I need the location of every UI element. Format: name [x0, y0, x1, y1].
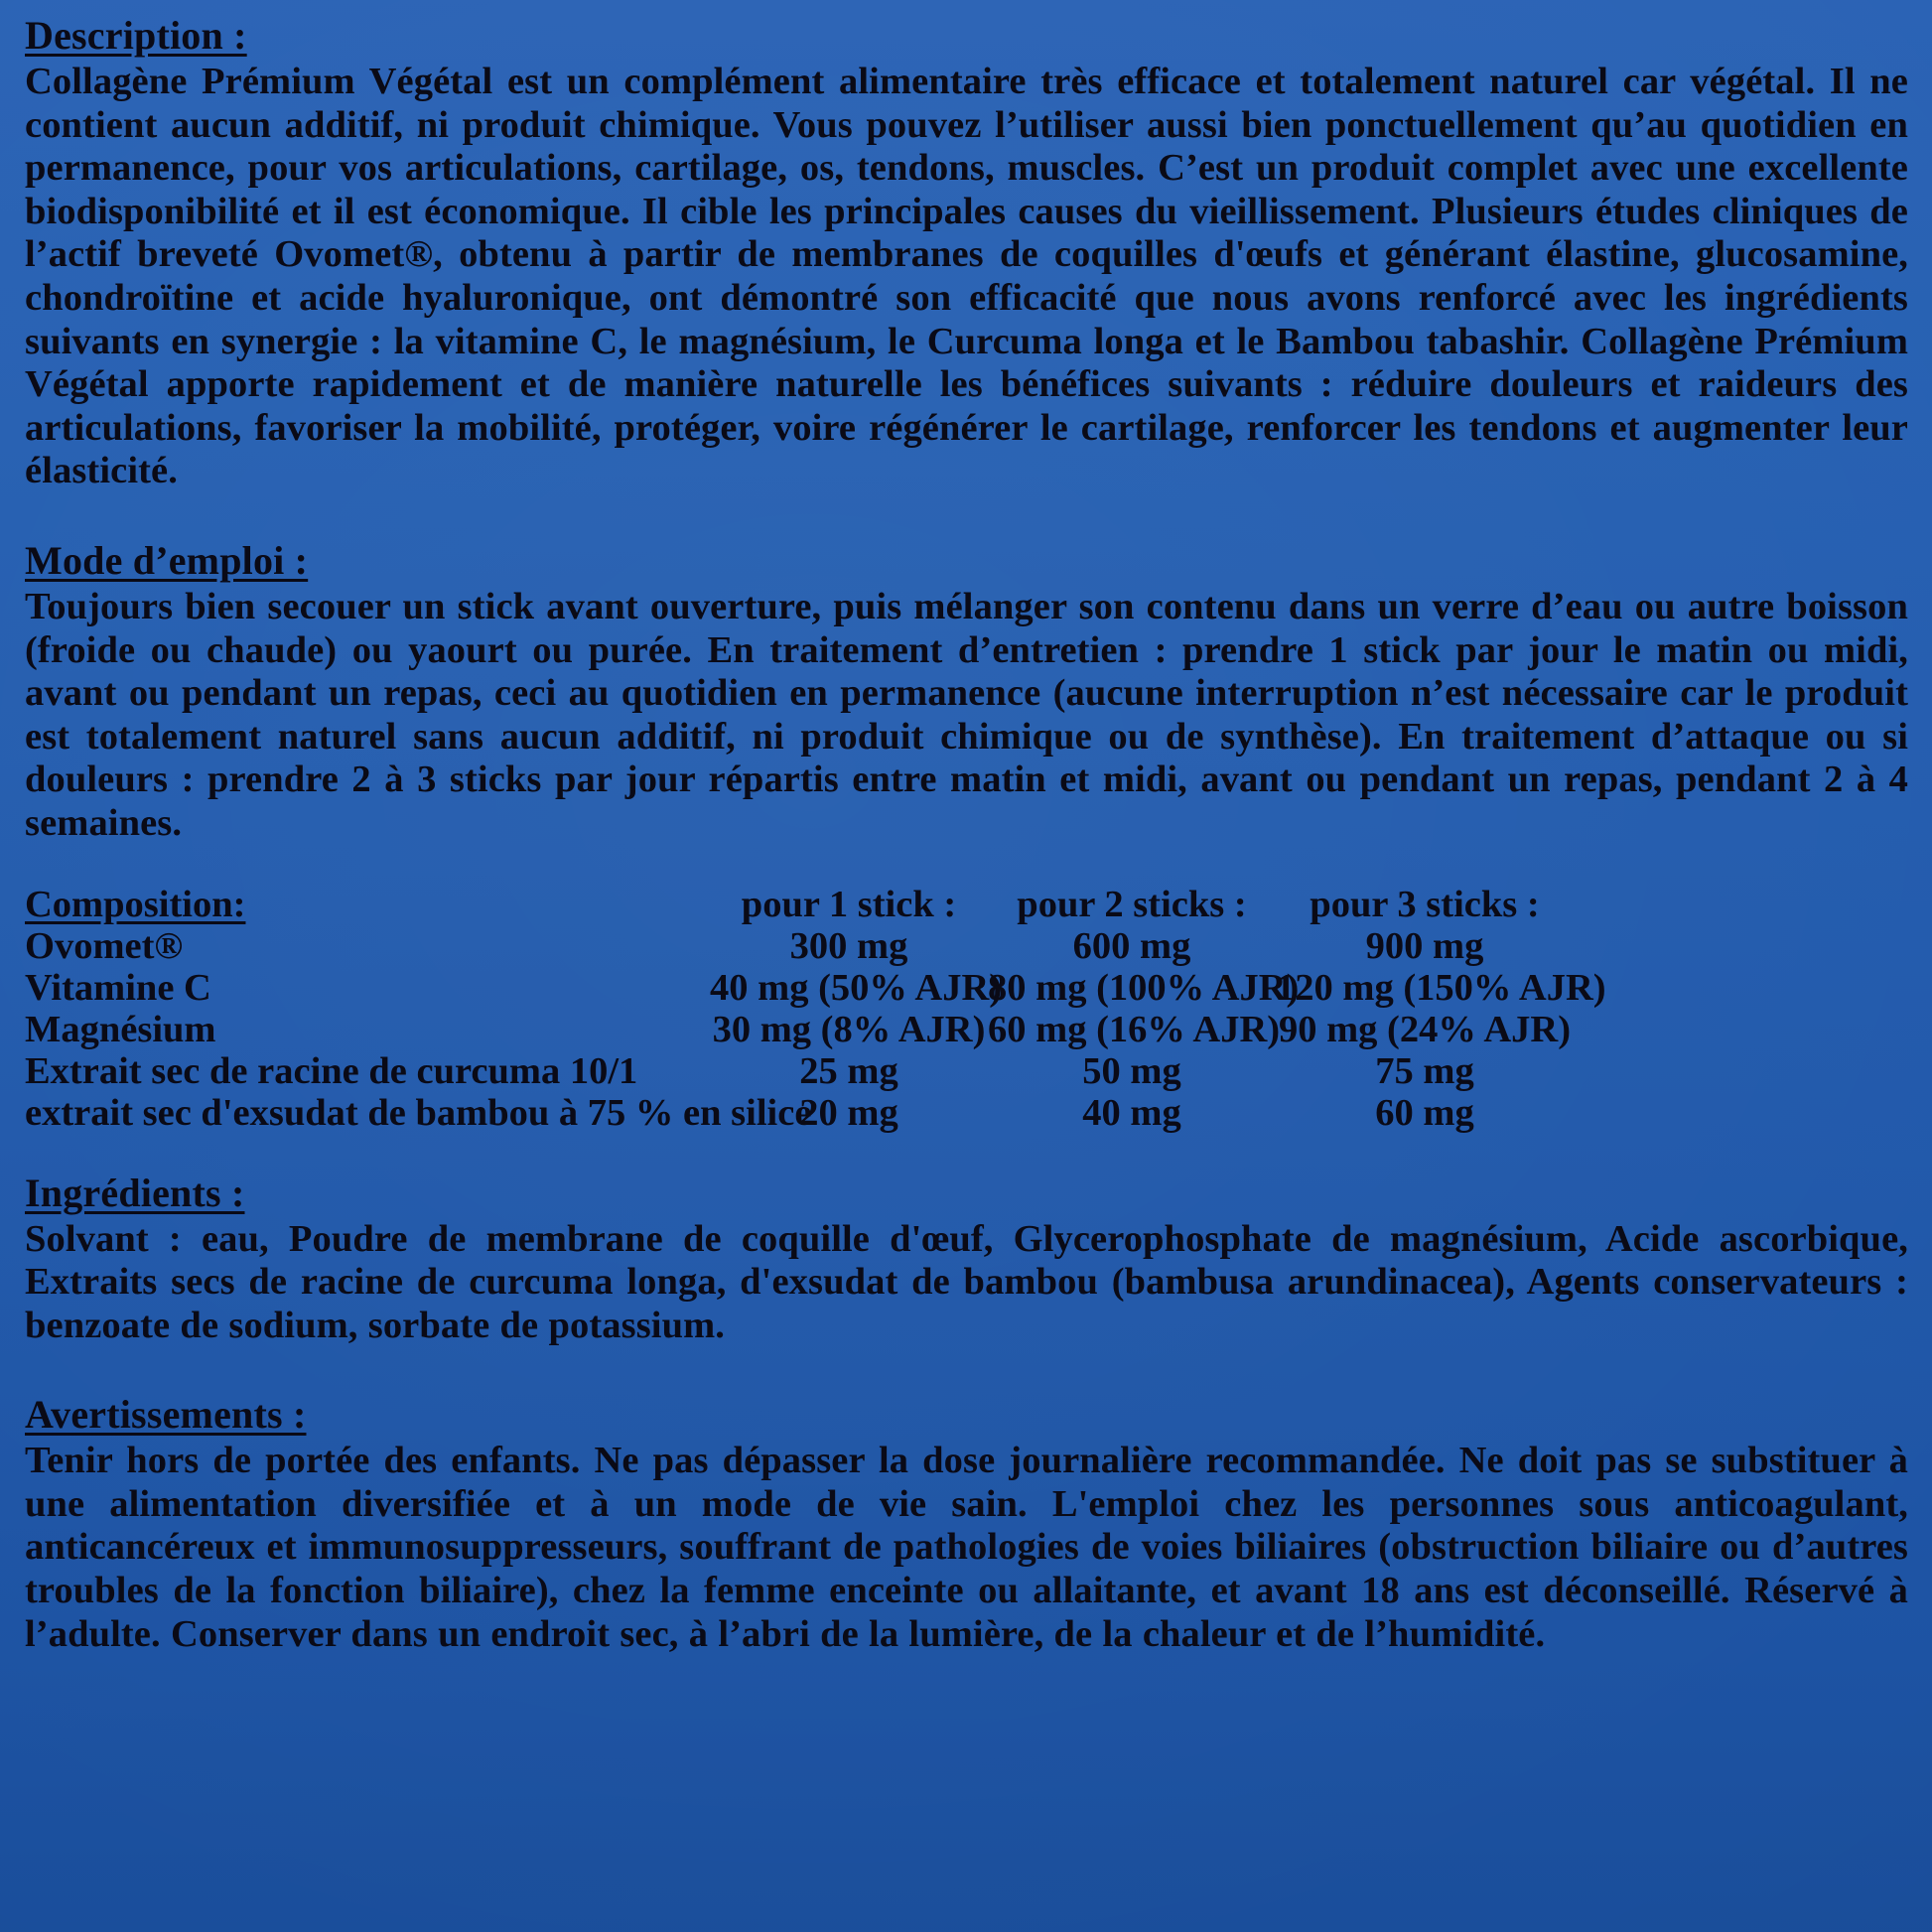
composition-row-value-3: 75 mg [1375, 1049, 1474, 1092]
composition-heading: Composition: [25, 883, 246, 925]
spacer-after-composition [25, 1134, 1908, 1172]
ingredients-body: Solvant : eau, Poudre de membrane de coquille d'œuf, Glycerophosphate de magnésium, Acide ascorbique, Extraits secs de racine de curcuma longa, d'exsudat de bambou (bambusa arundinacea), Agents conservateurs : benzoate de sodium, sorbate de potassium. [25, 1217, 1908, 1346]
section-avertissements [25, 1393, 1908, 1656]
composition-row-value-2: 40 mg [1082, 1091, 1181, 1134]
section-composition [25, 884, 1908, 1134]
section-ingredients [25, 1172, 1908, 1348]
table-row [25, 925, 1574, 967]
composition-row-label: extrait sec d'exsudat de bambou à 75 % en silice [25, 1091, 812, 1134]
avertissements-heading: Avertissements : [25, 1392, 307, 1438]
composition-row-label: Magnésium [25, 1008, 216, 1050]
composition-row-value-1: 25 mg [799, 1049, 898, 1092]
section-description [25, 14, 1908, 493]
composition-column-header-2: pour 2 sticks : [1017, 883, 1247, 925]
composition-row-value-1: 40 mg (50% AJR) [710, 966, 1003, 1009]
table-row [25, 1009, 1574, 1050]
mode-emploi-body: Toujours bien secouer un stick avant ouverture, puis mélanger son contenu dans un verre d’eau ou autre boisson (froide ou chaude) ou yaourt ou purée. En traitement d’entretien : prendre 1 stick par jour le matin ou midi, avant ou pendant un repas, ceci au quotidien en permanence (aucune interruption n’est nécessaire car le produit est totalement naturel sans aucun additif, ni produit chimique ou de synthèse). En traitement d’attaque ou si douleurs : prendre 2 à 3 sticks par jour répartis entre matin et midi, avant ou pendant un repas, pendant 2 à 4 semaines. [25, 585, 1908, 844]
table-row [25, 1092, 1574, 1134]
composition-row-value-3: 90 mg (24% AJR) [1278, 1008, 1572, 1050]
composition-row-value-1: 30 mg (8% AJR) [712, 1008, 986, 1050]
table-row [25, 1050, 1574, 1092]
spacer-after-ingredients [25, 1347, 1908, 1393]
composition-column-header-3: pour 3 sticks : [1310, 883, 1540, 925]
composition-row-label: Ovomet® [25, 924, 184, 967]
composition-column-header-1: pour 1 stick : [741, 883, 957, 925]
description-body: Collagène Prémium Végétal est un complément alimentaire très efficace et totalement naturel car végétal. Il ne contient aucun additif, ni produit chimique. Vous pouvez l’utiliser aussi bien ponctuellement qu’au quotidien en permanence, pour vos articulations, cartilage, os, tendons, muscles. C’est un produit complet avec une excellente biodisponibilité et il est économique. Il cible les principales causes du vieillissement. Plusieurs études cliniques de l’actif breveté Ovomet®, obtenu à partir de membranes de coquilles d'œufs et générant élastine, glucosamine, chondroïtine et acide hyaluronique, ont démontré son efficacité que nous avons renforcé avec les ingrédients suivants en synergie : la vitamine C, le magnésium, le Curcuma longa et le Bambou tabashir. Collagène Prémium Végétal apporte rapidement et de manière naturelle les bénéfices suivants : réduire douleurs et raideurs des articulations, favoriser la mobilité, protéger, voire régénérer le cartilage, renforcer les tendons et augmenter leur élasticité. [25, 61, 1908, 492]
composition-row-value-2: 60 mg (16% AJR) [988, 1008, 1281, 1050]
composition-header-row [25, 884, 1574, 925]
composition-table [25, 883, 1606, 1134]
composition-row-value-1: 20 mg [799, 1091, 898, 1134]
composition-row-label: Extrait sec de racine de curcuma 10/1 [25, 1049, 638, 1092]
spacer-after-description [25, 493, 1908, 539]
section-mode-emploi [25, 539, 1908, 846]
description-heading: Description : [25, 13, 247, 58]
table-row [25, 967, 1574, 1009]
composition-row-label: Vitamine C [25, 966, 211, 1009]
composition-row-value-3: 60 mg [1375, 1091, 1474, 1134]
mode-emploi-heading: Mode d’emploi : [25, 537, 309, 583]
composition-row-value-2: 600 mg [1072, 924, 1191, 967]
composition-row-value-2: 50 mg [1082, 1049, 1181, 1092]
avertissements-body: Tenir hors de portée des enfants. Ne pas dépasser la dose journalière recommandée. Ne doit pas se substituer à une alimentation diversifiée et à un mode de vie sain. L'emploi chez les personnes sous anticoagulant, anticancéreux et immunosuppresseurs, souffrant de pathologies de voies biliaires (obstruction biliaire ou d’autres troubles de la fonction biliaire), chez la femme enceinte ou allaitante, et avant 18 ans est déconseillé. Réservé à l’adulte. Conserver dans un endroit sec, à l’abri de la lumière, de la chaleur et de l’humidité. [25, 1440, 1908, 1655]
spacer-after-mode-emploi [25, 846, 1908, 884]
ingredients-heading: Ingrédients : [25, 1170, 245, 1215]
composition-row-value-2: 80 mg (100% AJR) [988, 966, 1300, 1009]
composition-row-value-3: 120 mg (150% AJR) [1276, 966, 1606, 1009]
composition-row-value-3: 900 mg [1365, 924, 1484, 967]
composition-row-value-1: 300 mg [789, 924, 908, 967]
